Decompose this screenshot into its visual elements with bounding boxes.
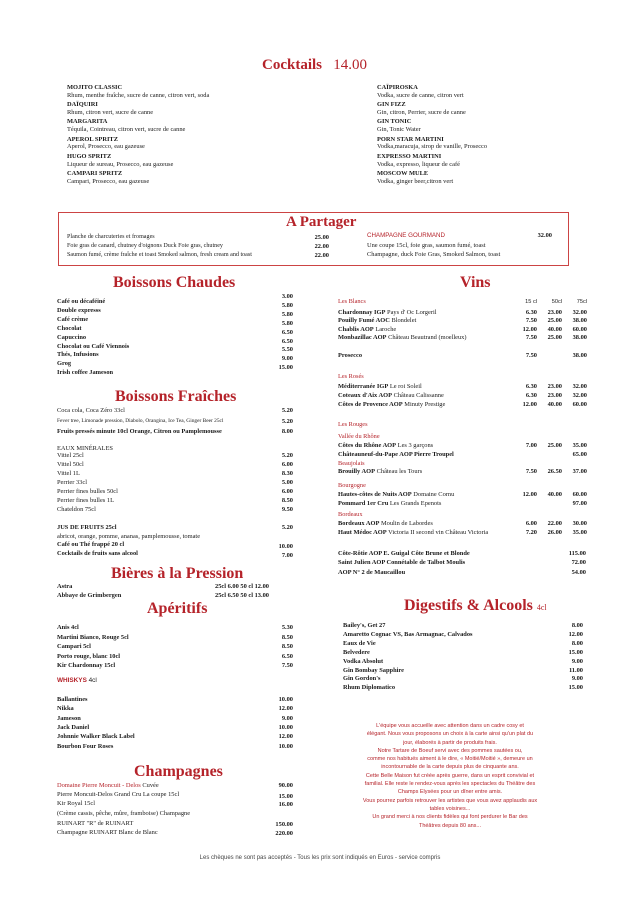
wine-detail: Blondelet — [391, 317, 417, 325]
cocktail-name: DAÏQUIRI — [67, 101, 98, 109]
cocktail-name: CAMPARI SPRITZ — [67, 170, 123, 177]
menu-item-price: 220.00 — [275, 830, 293, 837]
digestif-price: 11.00 — [568, 666, 583, 674]
menu-item-price: 8.50 — [281, 633, 293, 641]
digestifs-unit: 4cl — [536, 603, 547, 612]
menu-item-price: 5.20 — [281, 407, 293, 414]
jus-price: 5.20 — [281, 524, 293, 531]
note-line: élégant. Nous vous proposons un choix à la carte ainsi qu'un plat du — [366, 731, 534, 738]
cocktail-desc: Gin, citron, Perrier, sucre de canne — [377, 109, 466, 116]
cocktail-name: CAÏPIROSKA — [377, 84, 418, 91]
menu-item-price: 15.00 — [278, 364, 293, 372]
wine-detail: Les 3 garçons — [397, 442, 434, 449]
note-line: Notre Tartare de Boeuf servi avec des pommes sautées ou, — [377, 747, 523, 754]
wine-prestige-name: Saint Julien AOP Connétable de Talbot Moulis — [338, 559, 466, 567]
whiskys-unit: 4cl — [88, 677, 97, 684]
cocktail-desc: Aperol, Prosecco, eau gazeuse — [67, 143, 145, 151]
wine-name-main: Coteaux d'Aix AOP — [338, 392, 392, 400]
wine-prices — [512, 401, 588, 409]
partager-item-price: 25.00 — [314, 234, 329, 241]
biere-sizes: 25cl 6.50 50 cl 13.00 — [215, 592, 269, 599]
wine-price: 12.00 — [522, 491, 537, 498]
menu-item-price: 8.50 — [281, 497, 293, 504]
wine-name-main: Hautes-côtes de Nuits AOP — [338, 491, 412, 498]
wine-name-main: Prosecco — [338, 352, 363, 359]
wine-price: 6.30 — [525, 309, 537, 316]
menu-item-name: Fruits pressés minute 10cl Orange, Citron ou Pamplemousse — [57, 428, 222, 435]
wine-prices — [512, 317, 588, 325]
note-line: incontournable de la carte depuis plus de cinquante ans. — [381, 764, 519, 771]
cocktail-desc: Liqueur de sureau, Prosecco, eau gazeuse — [67, 160, 174, 168]
wine-price: 97.00 — [572, 500, 587, 507]
wine-name-main: Côtes de Provence AOP — [338, 401, 403, 409]
menu-item-name: Vittel 50cl — [57, 461, 84, 468]
wine-detail: Victoria II second vin Château Victoria — [388, 529, 489, 536]
wine-price: 25.00 — [547, 333, 562, 341]
cocktails-title — [262, 57, 367, 74]
vins-rouges-title: Les Rouges — [338, 421, 368, 428]
wine-price: 23.00 — [547, 383, 562, 390]
digestif-price: 8.00 — [571, 622, 583, 629]
cocktail-desc: Rhum, citron vert, sucre de canne — [67, 109, 154, 116]
menu-item-price: 5.00 — [281, 479, 293, 486]
wine-name-main: Côtes du Rhône AOP — [338, 442, 397, 449]
digestif-price: 9.00 — [571, 657, 583, 665]
vins-bordeaux: Bordeaux — [338, 511, 363, 518]
vins-blancs-title: Les Blancs — [338, 298, 366, 305]
wine-prices — [512, 352, 588, 360]
menu-item-price: 5.20 — [281, 418, 293, 425]
wine-prices — [512, 392, 588, 400]
whiskys-title — [57, 677, 97, 685]
wine-prices — [512, 520, 588, 528]
menu-item-name: Bourbon Four Roses — [57, 742, 114, 750]
wine-price: 40.00 — [547, 401, 562, 409]
digestif-price: 8.00 — [571, 639, 583, 647]
wine-name — [338, 383, 422, 391]
cocktail-name: MARGARITA — [67, 118, 108, 126]
note-line: comme nos habitués aiment à le dire, « Moitié/Moitié », demeure un — [367, 756, 533, 763]
wine-price: 26.00 — [547, 529, 562, 536]
wine-detail: Château les Tours — [376, 468, 423, 475]
menu-item-price: 10.00 — [278, 742, 293, 750]
cocktail-desc: Vodka, expresso, liqueur de café — [377, 160, 460, 168]
the-frappe-name: Café ou Thé frappé 20 cl — [57, 541, 125, 548]
note-line: Cette Belle Maison fut créée après guerre, dans un esprit convivial et — [365, 772, 535, 779]
wine-price: 60.00 — [572, 325, 587, 333]
cocktail-name: EXPRESSO MARTINI — [377, 152, 442, 160]
cocktails-price: 14.00 — [333, 57, 367, 73]
menu-item-price: 10.00 — [278, 723, 293, 731]
digestif-name: Gin Gordon's — [343, 675, 381, 683]
vins-roses-title: Les Rosés — [338, 373, 364, 380]
wine-price: 23.00 — [547, 392, 562, 400]
wine-detail: Le roi Soleil — [389, 383, 422, 390]
vins-vallee-rhone: Vallée du Rhône — [338, 433, 380, 440]
wine-name — [338, 442, 433, 450]
menu-item-price: 16.00 — [278, 801, 293, 808]
wine-price: 7.50 — [525, 352, 537, 359]
menu-item-name: Grog — [57, 360, 72, 368]
menu-item-name: Kir Chardonnay 15cl — [57, 662, 116, 670]
menu-item-price: 10.00 — [278, 696, 293, 703]
menu-item-name: Vittel 1L — [57, 470, 80, 477]
champagne-gourmand-line2: Champagne, duck Foie Gras, Smoked Salmon, toast — [367, 251, 501, 258]
menu-item-price: 9.00 — [281, 714, 293, 722]
menu-item-name: Double expresss — [57, 306, 101, 314]
champagne-gourmand-line1: Une coupe 15cl, foie gras, saumon fumé, toast — [367, 242, 486, 249]
wine-prices — [512, 334, 588, 342]
cocktail-desc: Téquila, Cointreau, citron vert, sucre de canne — [67, 126, 186, 134]
note-line: jour, élaborés à partir de produits frais. — [403, 739, 497, 746]
menu-item-price: 6.00 — [281, 488, 293, 495]
wine-price: 22.00 — [547, 520, 562, 527]
vins-header-75cl: 75cl — [576, 299, 587, 305]
menu-item-name: Irish coffee Jameson — [57, 369, 114, 377]
menu-item-price: 5.50 — [281, 346, 293, 354]
digestif-name: Bailey's, Get 27 — [343, 622, 386, 629]
wine-name-main: Méditerranée IGP — [338, 383, 389, 390]
wine-price: 6.30 — [525, 383, 537, 390]
menu-item-name: Chocolat ou Café Viennois — [57, 342, 130, 350]
vins-headers — [512, 299, 587, 307]
menu-item-name: Kir Royal 15cl — [57, 800, 95, 807]
champagne-gourmand-price: 32.00 — [537, 232, 552, 239]
menu-item-name: (Crème cassis, pêche, mûre, framboise) Champagne — [57, 810, 191, 817]
cocktail-name: APEROL SPRITZ — [67, 135, 118, 143]
wine-name-main: Chardonnay IGP — [338, 309, 386, 316]
partager-title: A Partager — [286, 214, 357, 230]
menu-item-price: 8.00 — [281, 428, 293, 435]
partager-item-name: Planche de charcuteries et fromages — [67, 234, 155, 240]
wine-detail: Minuty Prestige — [404, 401, 446, 409]
sans-alcool-name: Cocktails de fruits sans alcool — [57, 550, 138, 557]
wine-price: 25.00 — [547, 317, 562, 325]
cocktail-name: GIN TONIC — [377, 118, 412, 126]
digestif-price: 12.00 — [568, 630, 583, 638]
wine-price: 65.00 — [572, 451, 587, 458]
wine-price: 35.00 — [572, 442, 587, 449]
menu-item-name: Chateldon 75cl — [57, 506, 96, 513]
wine-prestige-name: Côte-Rôtie AOP E. Guigal Côte Brune et Blonde — [338, 550, 470, 557]
wine-prices — [512, 309, 588, 317]
partager-item-price: 22.00 — [314, 243, 329, 250]
cocktail-desc: Vodka,maracuja, sirop de vanille, Prosecco — [377, 143, 488, 151]
cocktails-title-text: Cocktails — [262, 57, 322, 73]
wine-price: 37.00 — [572, 468, 587, 475]
menu-item-name: Johnnie Walker Black Label — [57, 733, 135, 741]
wine-price: 7.00 — [525, 442, 537, 449]
wine-price: 25.00 — [547, 442, 562, 449]
eaux-title: EAUX MINÉRALES — [57, 445, 113, 452]
biere-name: Astra — [57, 583, 73, 590]
menu-item-name: Café ou décaféiné — [57, 298, 106, 305]
bieres-title: Bières à la Pression — [111, 565, 244, 582]
digestif-name: Vodka Absolut — [343, 657, 384, 665]
wine-price: 35.00 — [572, 529, 587, 536]
menu-item-price: 6.50 — [281, 328, 293, 336]
champagne-domaine-sub: Cuvée — [142, 782, 159, 789]
aperitifs-title: Apéritifs — [147, 600, 208, 617]
wine-name — [338, 468, 422, 476]
menu-item-name: Nikka — [57, 705, 74, 713]
wine-name-main: Brouilly AOP — [338, 468, 375, 475]
wine-name-main: Pouilly Fumé AOC — [338, 317, 390, 325]
menu-item-price: 6.50 — [281, 652, 293, 660]
vins-header-50cl: 50cl — [551, 299, 562, 305]
wine-detail: Les Grands Epenots — [389, 500, 442, 507]
menu-item-name: Perrier fines bulles 1L — [57, 497, 114, 504]
wine-detail: Château Beautrand (moelleux) — [388, 333, 467, 341]
menu-item-price: 5.80 — [281, 319, 293, 327]
champagne-domaine-name: Domaine Pierre Moncuit - Delos — [57, 782, 141, 789]
menu-item-price: 5.80 — [281, 301, 293, 309]
champagne-domaine — [57, 782, 159, 790]
wine-price: 7.50 — [525, 317, 537, 325]
sans-alcool-price: 7.00 — [281, 552, 293, 559]
wine-name — [338, 309, 437, 317]
menu-item-name: Campari 5cl — [57, 643, 91, 651]
menu-item-name: Capuccino — [57, 333, 87, 341]
digestif-name: Belvedere — [343, 648, 370, 656]
cocktail-name: GIN FIZZ — [377, 101, 406, 109]
wine-name-main: Haut Médoc AOP — [338, 529, 387, 536]
digestif-price: 9.00 — [571, 675, 583, 683]
vins-header-15cl: 15 cl — [525, 299, 537, 305]
wine-price: 7.50 — [525, 333, 537, 341]
menu-item-name: Porto rouge, blanc 10cl — [57, 652, 121, 660]
menu-item-name: Pierre Moncuit-Delos Grand Cru La coupe 15cl — [57, 791, 180, 798]
restaurant-note — [330, 722, 570, 830]
wine-name — [338, 317, 416, 325]
wine-prices — [512, 500, 588, 508]
digestif-name: Amaretto Cognac VS, Bas Armagnac, Calvados — [343, 630, 473, 638]
champagne-domaine-price: 90.00 — [278, 782, 293, 789]
wine-name — [338, 326, 396, 334]
cocktail-desc: Campari, Prosecco, eau gazeuse — [67, 177, 150, 185]
wine-price: 32.00 — [572, 383, 587, 390]
chaudes-title: Boissons Chaudes — [113, 274, 236, 291]
wine-price: 38.00 — [572, 333, 587, 341]
wine-price: 38.00 — [572, 352, 587, 359]
wine-prices — [512, 468, 588, 476]
note-line: Champs Elysées pour un dîner entre amis. — [397, 789, 503, 796]
wine-name-main: Châteauneuf-du-Pape AOP Pierre Troupel — [338, 451, 454, 458]
wine-price: 32.00 — [572, 309, 587, 316]
digestifs-title — [404, 597, 547, 615]
digestif-name: Eaux de Vie — [343, 639, 376, 647]
wine-detail: Château Calissanne — [393, 392, 444, 400]
wine-detail: Pays d' Oc Lorgeril — [387, 309, 437, 316]
digestifs-title-text: Digestifs & Alcools — [404, 597, 533, 614]
menu-item-name: Ballantines — [57, 696, 88, 703]
wine-name — [338, 352, 362, 360]
menu-item-name: Coca cola, Coca Zéro 33cl — [57, 407, 125, 414]
wine-prestige-price: 72.00 — [571, 559, 586, 567]
wine-prices — [512, 529, 588, 537]
wine-name-main: Monbazillac AOP — [338, 333, 387, 341]
note-line: familial. Elle reste le rendez-vous après les spectacles du Théâtre des — [364, 781, 536, 788]
menu-item-price: 6.00 — [281, 461, 293, 468]
partager-item-name: Foie gras de canard, chutney d'oignons Duck Foie gras, chutney — [67, 243, 223, 249]
menu-item-name: Thés, Infusions — [57, 351, 99, 359]
menu-item-price: 3.00 — [281, 293, 293, 300]
note-line: tables voisines... — [429, 805, 471, 812]
biere-name: Abbaye de Grimbergen — [57, 592, 122, 599]
wine-name-main: Chablis AOP — [338, 325, 374, 333]
vins-bourgogne: Bourgogne — [338, 482, 366, 489]
wine-name — [338, 334, 467, 342]
wine-price: 60.00 — [572, 401, 587, 409]
menu-item-price: 15.00 — [278, 793, 293, 800]
digestif-name: Gin Bombay Sapphire — [343, 666, 404, 674]
menu-item-price: 12.00 — [278, 733, 293, 741]
wine-detail: Moulin de Labordes — [380, 520, 433, 527]
menu-item-price: 150.00 — [275, 821, 293, 828]
cocktail-desc: Vodka, sucre de canne, citron vert — [377, 91, 464, 99]
digestif-name: Rhum Diplomatico — [343, 684, 396, 692]
the-frappe-price: 10.00 — [278, 543, 293, 550]
menu-item-price: 9.00 — [281, 355, 293, 363]
wine-price: 40.00 — [547, 325, 562, 333]
wine-name — [338, 500, 441, 508]
wine-prices — [512, 326, 588, 334]
menu-item-price: 6.50 — [281, 337, 293, 345]
wine-price: 40.00 — [547, 491, 562, 498]
menu-item-price: 8.50 — [281, 643, 293, 651]
wine-name-main: Pommard 1er Cru — [338, 500, 389, 507]
wine-name — [338, 520, 433, 528]
cocktail-name: MOSCOW MULE — [377, 170, 429, 177]
champagne-gourmand-title: CHAMPAGNE GOURMAND — [367, 232, 445, 239]
wine-price: 7.50 — [525, 468, 537, 475]
wine-price: 60.00 — [572, 491, 587, 498]
wine-name — [338, 529, 488, 537]
note-line: L'équipe vous accueille avec attention dans un cadre cosy et — [376, 723, 524, 729]
vins-beaujolais: Beaujolais — [338, 460, 365, 467]
wine-prestige-name: AOP N° 2 de Maucaillou — [338, 568, 406, 576]
wine-price: 7.20 — [525, 529, 537, 536]
menu-item-price: 5.30 — [281, 624, 293, 631]
cocktail-desc: Vodka, ginger beer,citron vert — [377, 177, 454, 185]
menu-item-name: Jameson — [57, 714, 81, 722]
menu-item-name: Anis 4cl — [57, 624, 79, 631]
menu-item-name: Vittel 25cl — [57, 452, 84, 459]
wine-price: 23.00 — [547, 309, 562, 316]
whiskys-title-text: WHISKYS — [57, 677, 87, 684]
fraiches-title: Boissons Fraîches — [115, 388, 237, 405]
jus-name: JUS DE FRUITS 25cl — [57, 524, 117, 531]
menu-item-price: 8.30 — [281, 470, 293, 477]
digestif-price: 15.00 — [568, 648, 583, 656]
partager-item-name: Saumon fumé, crème fraîche et toast Smoked salmon, fresh cream and toast — [67, 252, 252, 258]
digestif-price: 15.00 — [568, 684, 583, 692]
menu-item-name: Perrier fines bulles 50cl — [57, 488, 118, 495]
wine-prices — [512, 442, 588, 450]
menu-item-name: Jack Daniel — [57, 723, 90, 731]
wine-price: 12.00 — [522, 325, 537, 333]
note-line: Un grand merci à nos clients fidèles qui font perdurer le Bar des — [372, 814, 528, 821]
jus-desc: abricot, orange, pomme, ananas, pamplemousse, tomate — [57, 533, 201, 540]
wine-detail: Domaine Cornu — [413, 491, 455, 498]
menu-item-price: 9.50 — [281, 506, 293, 513]
menu-item-name: Fever tree, Limonade pression, Diabolo, Orangina, Ice Tea, Ginger Beer 25cl — [57, 418, 224, 424]
footer-note: Les chèques ne sont pas acceptés - Tous les prix sont indiqués en Euros - service compris — [199, 855, 441, 861]
champagnes-title: Champagnes — [134, 763, 223, 780]
partager-item-price: 22.00 — [314, 252, 329, 259]
cocktail-desc: Rhum, menthe fraîche, sucre de canne, citron vert, soda — [67, 91, 210, 99]
wine-prices — [512, 383, 588, 391]
cocktail-name: PORN STAR MARTINI — [377, 135, 444, 143]
note-line: Vous pourrez parfois retrouver les artistes que vous avez applaudis aux — [362, 797, 538, 804]
wine-name — [338, 401, 445, 409]
menu-item-name: Martini Bianco, Rouge 5cl — [57, 633, 129, 641]
wine-price: 26.50 — [547, 468, 562, 475]
wine-prestige-price: 54.00 — [571, 568, 586, 576]
wine-price: 32.00 — [572, 392, 587, 400]
menu-item-name: RUINART "R" de RUINART — [57, 820, 134, 827]
cocktail-name: HUGO SPRITZ — [67, 152, 112, 160]
wine-prices — [512, 491, 588, 499]
wine-price: 6.30 — [525, 392, 537, 400]
note-line: Théâtres depuis 80 ans... — [418, 822, 482, 829]
wine-name — [338, 392, 444, 400]
wine-price: 12.00 — [522, 401, 537, 409]
wine-price: 30.00 — [572, 520, 587, 527]
menu-item-name: Perrier 33cl — [57, 479, 87, 486]
wine-detail: Laroche — [375, 325, 397, 333]
wine-prices — [512, 451, 588, 459]
menu-item-price: 5.20 — [281, 452, 293, 459]
wine-price: 38.00 — [572, 317, 587, 325]
menu-item-price: 7.50 — [281, 662, 293, 670]
wine-name-main: Bordeaux AOP — [338, 520, 380, 527]
menu-item-name: Champagne RUINART Blanc de Blanc — [57, 829, 158, 836]
vins-title: Vins — [460, 274, 491, 291]
menu-item-name: Café crème — [57, 315, 89, 323]
wine-prestige-price: 115.00 — [568, 550, 586, 557]
biere-sizes: 25cl 6.00 50 cl 12.00 — [215, 583, 269, 590]
cocktail-desc: Gin, Tonic Water — [377, 126, 421, 134]
menu-item-name: Chocolat — [57, 324, 82, 332]
menu-item-price: 12.00 — [278, 705, 293, 713]
wine-name — [338, 491, 454, 499]
menu-item-price: 5.80 — [281, 310, 293, 318]
wine-price: 6.00 — [525, 520, 537, 527]
wine-name — [338, 451, 454, 459]
cocktail-name: MOJITO CLASSIC — [67, 84, 123, 91]
